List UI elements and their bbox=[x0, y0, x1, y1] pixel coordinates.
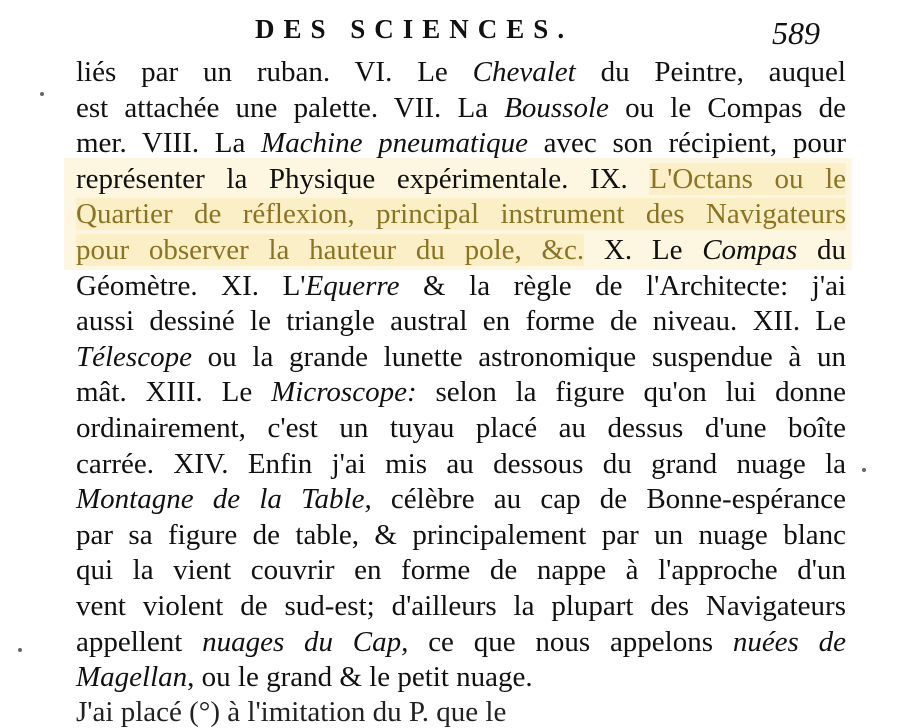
margin-speck bbox=[862, 468, 866, 472]
text-segment: par sa figure de table, & principalement par un nuage blanc bbox=[76, 518, 846, 551]
text-segment: vent violent de sud-est; d'ailleurs la plupart des Navigateurs bbox=[76, 589, 846, 622]
text-segment: mer. VIII. La bbox=[76, 127, 262, 160]
text-segment: ou le Compas de bbox=[608, 91, 846, 124]
text-segment: avec son récipient, pour bbox=[527, 127, 846, 160]
text-line bbox=[76, 411, 846, 447]
margin-speck bbox=[18, 648, 22, 652]
text-segment: ce que nous appelons bbox=[408, 625, 733, 658]
text-line bbox=[76, 304, 846, 340]
running-title: DES SCIENCES. bbox=[255, 14, 574, 44]
cut-off-line bbox=[76, 696, 846, 728]
text-segment: qui la vient couvrir en forme de nappe à l'approche d'un bbox=[76, 554, 846, 587]
text-segment: aussi dessiné le triangle austral en forme de niveau. XII. Le bbox=[76, 305, 846, 338]
text-segment: célèbre au cap de Bonne-espérance bbox=[371, 483, 846, 516]
text-segment: , ou le grand & le petit nuage. bbox=[187, 661, 533, 694]
text-line bbox=[76, 197, 846, 233]
cut-off-line-text: J'ai placé (°) à l'imitation du P. que le bbox=[76, 696, 507, 728]
text-segment: du Peintre, auquel bbox=[575, 56, 846, 88]
text-segment: appellent bbox=[76, 625, 203, 658]
text-line bbox=[76, 126, 846, 162]
italic-text: nuées de bbox=[732, 625, 846, 658]
text-segment: liés par un ruban. VI. Le bbox=[76, 56, 473, 88]
italic-text: Chevalet bbox=[472, 56, 576, 88]
text-line bbox=[76, 233, 846, 269]
text-line bbox=[76, 162, 846, 198]
text-line bbox=[76, 447, 846, 483]
text-line bbox=[76, 553, 846, 589]
italic-text: Microscope: bbox=[271, 376, 417, 409]
highlighted-text: L'Octans ou le bbox=[649, 162, 846, 195]
italic-text: nuages du Cap, bbox=[202, 625, 409, 658]
text-line bbox=[76, 482, 846, 518]
text-line bbox=[76, 589, 846, 625]
text-line bbox=[76, 660, 846, 696]
text-segment: carrée. XIV. Enfin j'ai mis au dessous du grand nuage la bbox=[76, 447, 846, 480]
text-segment: du bbox=[797, 233, 847, 266]
text-line bbox=[76, 625, 846, 661]
body-text bbox=[76, 55, 846, 696]
text-line bbox=[76, 375, 846, 411]
text-line bbox=[76, 55, 846, 91]
text-segment: & la règle de l'Architecte: j'ai bbox=[399, 269, 847, 302]
italic-text: Télescope bbox=[76, 340, 192, 373]
text-line bbox=[76, 91, 846, 127]
text-line bbox=[76, 340, 846, 376]
text-segment: mât. XIII. Le bbox=[76, 376, 272, 409]
italic-text: Montagne de la Table, bbox=[76, 483, 372, 516]
italic-text: Boussole bbox=[504, 91, 609, 124]
italic-text: Equerre bbox=[305, 269, 400, 302]
italic-text: Compas bbox=[702, 233, 798, 266]
text-line bbox=[76, 269, 846, 305]
text-segment: est attachée une palette. VII. La bbox=[76, 91, 505, 124]
text-segment: ou la grande lunette astronomique suspendue à un bbox=[191, 340, 846, 373]
page-number: 589 bbox=[772, 15, 820, 51]
highlighted-text: pour observer la hauteur du pole, &c. bbox=[76, 233, 585, 266]
italic-text: Machine pneumatique bbox=[261, 127, 528, 160]
italic-text: Magellan bbox=[76, 661, 188, 694]
text-segment: Géomètre. XI. L' bbox=[76, 269, 306, 302]
text-segment: X. Le bbox=[584, 233, 703, 266]
highlighted-text: Quartier de réflexion, principal instrument des Navigateurs bbox=[76, 198, 846, 231]
margin-speck bbox=[40, 92, 44, 96]
text-segment: selon la figure qu'on lui donne bbox=[416, 376, 846, 409]
text-segment: représenter la Physique expérimentale. IX. bbox=[76, 162, 650, 195]
running-head bbox=[0, 10, 907, 50]
text-line bbox=[76, 518, 846, 554]
text-segment: ordinairement, c'est un tuyau placé au dessus d'une boîte bbox=[76, 411, 846, 444]
